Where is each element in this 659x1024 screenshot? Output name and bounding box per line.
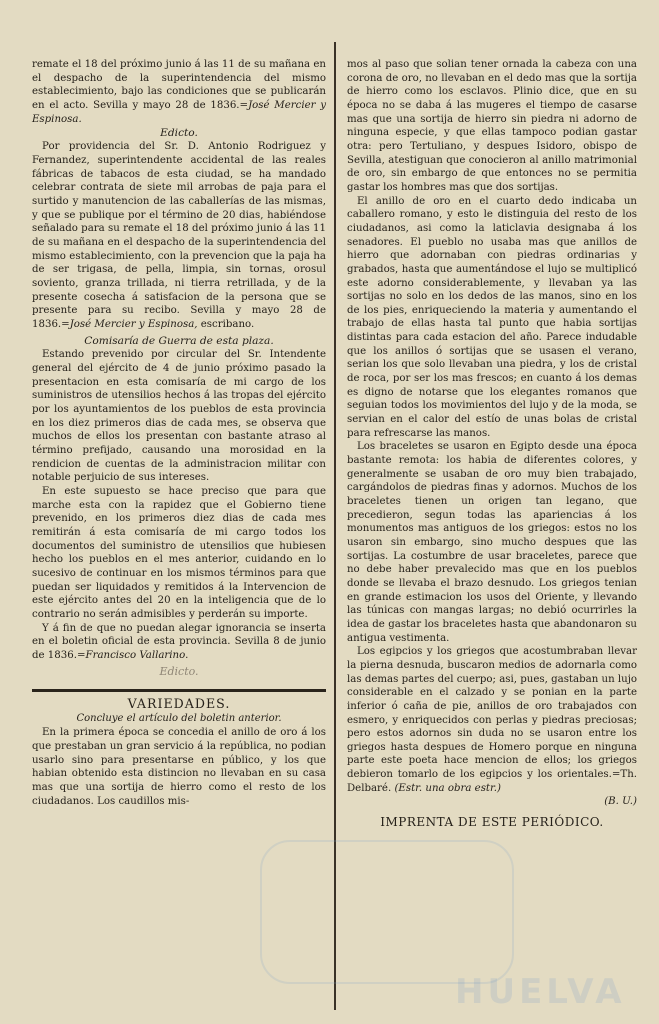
- edicto-paragraph: Por providencia del Sr. D. Antonio Rodriguez y Fernandez, superintendente accidental de las reales fábricas de tabacos de esta ciudad, se ha mandado celebrar contrata de siete mil arrobas de paja para el surtido y manutencion de las caballerías de las mismas, y que se publique por el término de 20 dias, habiéndose señalado para su remate el 18 del próximo junio á las 11 de su mañana en el despacho de la superintendencia del mismo establecimiento, con la prevencion que la paja ha de ser trigasa, de pella, limpia, sin tornas, orosul soviento, granza trillada, ni tierra retrillada, y de la presente cosecha á satisfacion de la persona que se presente para su recibo. Sevilla y mayo 28 de 1836.=José Mercier y Espinosa, escribano.: [32, 141, 326, 330]
- comisaria-paragraph-3: Y á fin de que no puedan alegar ignorancia se inserta en el boletin oficial de esta provincia. Sevilla 8 de junio de 1836.=Francisco Vallarino.: [32, 622, 326, 661]
- opening-paragraph: remate el 18 del próximo junio á las 11 de su mañana en el despacho de la superintendencia del mismo establecimiento, bajo las condiciones que se publicarán en el acto. Sevilla y mayo 28 de 1836.=José Mercier y Espinosa.: [32, 59, 326, 125]
- variedades-continuation: mos al paso que solian tener ornada la cabeza con una corona de oro, no llevaban en el dedo mas que la sortija de hierro como los esclavos. Plinio dice, que en su época no se daba á las mugeres el tiempo de casarse mas que una sortija de hierro sin piedra ni adorno de ninguna especie, y que ellas tampoco podian gastar otra: pero Tertuliano, y despues Isidoro, obispo de Sevilla, atestiguan que conocieron al anillo matrimonial de oro, sin embargo de que entonces no se permitia gastar los hombres mas que dos sortijas.: [347, 59, 637, 193]
- section-rule: [32, 689, 326, 692]
- edicto-heading: Edicto.: [160, 127, 198, 140]
- right-column: [347, 58, 637, 829]
- comisaria-paragraph-1: Estando prevenido por circular del Sr. Intendente general del ejército de 4 de junio próximo pasado la presentacion en esta comisaría de mi cargo de los suministros de utensilios hechos á las tropas del ejército por los ayuntamientos de los pueblos de esta provincia en los diez primeros dias de cada mes, se observa que muchos de ellos los presentan con bastante atraso al término prefijado, causando una morosidad en la rendicion de cuentas de la administracion militar con notable perjuicio de sus intereses.: [32, 349, 326, 484]
- column-divider: [334, 42, 336, 1010]
- printer-footer: IMPRENTA DE ESTE PERIÓDICO.: [380, 815, 604, 830]
- variedades-subtitle: Concluye el artículo del boletin anterior.: [76, 712, 282, 724]
- rings-paragraph: El anillo de oro en el cuarto dedo indicaba un caballero romano, y esto le distinguia del resto de los ciudadanos, asi como la laticlavia designaba á los senadores. El pueblo no usaba mas que anillos de hierro que adornaban con piedras ordinarias y grabados, hasta que aumentándose el lujo se multiplicó este adorno considerablemente, y llevaban ya las sortijas no solo en los dedos de las manos, sino en los de los pies, enriqueciendo la materia y aumentando el trabajo de ellas hasta tal punto que habia sortijas distintas para cada estacion del año. Parece indudable que los anillos ó sortijas que se usasen el verano, serian los que solo llevaban una piedra, y los de cristal de roca, por ser los mas frescos; en cuanto á los demas es digno de notarse que los elegantes romanos que seguian todos los movimientos del lujo y de la moda, se servian en el calor del estío de unas bolas de cristal para refrescarse las manos.: [347, 195, 637, 439]
- stamp-watermark-text: HUELVA: [455, 972, 626, 1012]
- comisaria-paragraph-2: En este supuesto se hace preciso que para que marche esta con la rapidez que el Gobierno tiene prevenido, en los primeros diez dias de cada mes remitirán á esta comisaría de mi cargo todos los documentos del suministro de utensilios que hubiesen hecho los pueblos en el mes anterior, cuidando en lo sucesivo de continuar en los mismos términos para que puedan ser liquidados y remitidos á la Intervencion de este ejército antes del 20 en la inteligencia que de lo contrario no serán admisibles y perderán su importe.: [32, 486, 326, 620]
- library-stamp-watermark: [260, 840, 514, 984]
- author-initials: (B. U.): [604, 796, 637, 808]
- bleed-through-text: Edicto.: [159, 664, 199, 678]
- variedades-title: VARIEDADES.: [127, 695, 231, 711]
- bracelets-paragraph: Los braceletes se usaron en Egipto desde una época bastante remota: los habia de diferentes colores, y generalmente se usaban de oro muy bien trabajado, cargándolos de piedras finas y adornos. Muchos de los braceletes tienen un origen tan legano, que precedieron, segun todas las apariencias á los monumentos mas antiguos de los griegos: estos no los usaron sin embargo, sino mucho despues que las sortijas. La costumbre de usar braceletes, parece que no debe haber prevalecido mas que en los pueblos donde se llevaba el brazo desnudo. Los griegos tenian en grande estimacion los usos del Oriente, y llevando las túnicas con mangas largas; no debió ocurrirles la idea de gastar los braceletes hasta que abandonaron su antigua vestimenta.: [347, 441, 637, 644]
- left-column: [32, 58, 326, 808]
- comisaria-heading: Comisaría de Guerra de esta plaza.: [84, 335, 274, 348]
- variedades-paragraph-1: En la primera época se concedia el anillo de oro á los que prestaban un gran servicio á la república, no podian usarlo sino para presentarse en público, y los que habian obtenido esta distincion no llevaban en su casa mas que una sortija de hierro como el resto de los ciudadanos. Los caudillos mis-: [32, 727, 326, 807]
- anklets-paragraph: Los egipcios y los griegos que acostumbraban llevar la pierna desnuda, buscaron medios de adornarla como las demas partes del cuerpo; asi, pues, gastaban un lujo considerable en el calzado y se ponian en la parte inferior ó caña de pie, anillos de oro trabajados con esmero, y enriquecidos con perlas y piedras preciosas; pero estos adornos sin duda no se usaron entre los griegos hasta despues de Homero porque en ninguna parte este poeta hace mencion de ellos; los griegos debieron tomarlo de los egipcios y los orientales.=Th. Delbaré. (Estr. una obra estr.): [347, 646, 637, 794]
